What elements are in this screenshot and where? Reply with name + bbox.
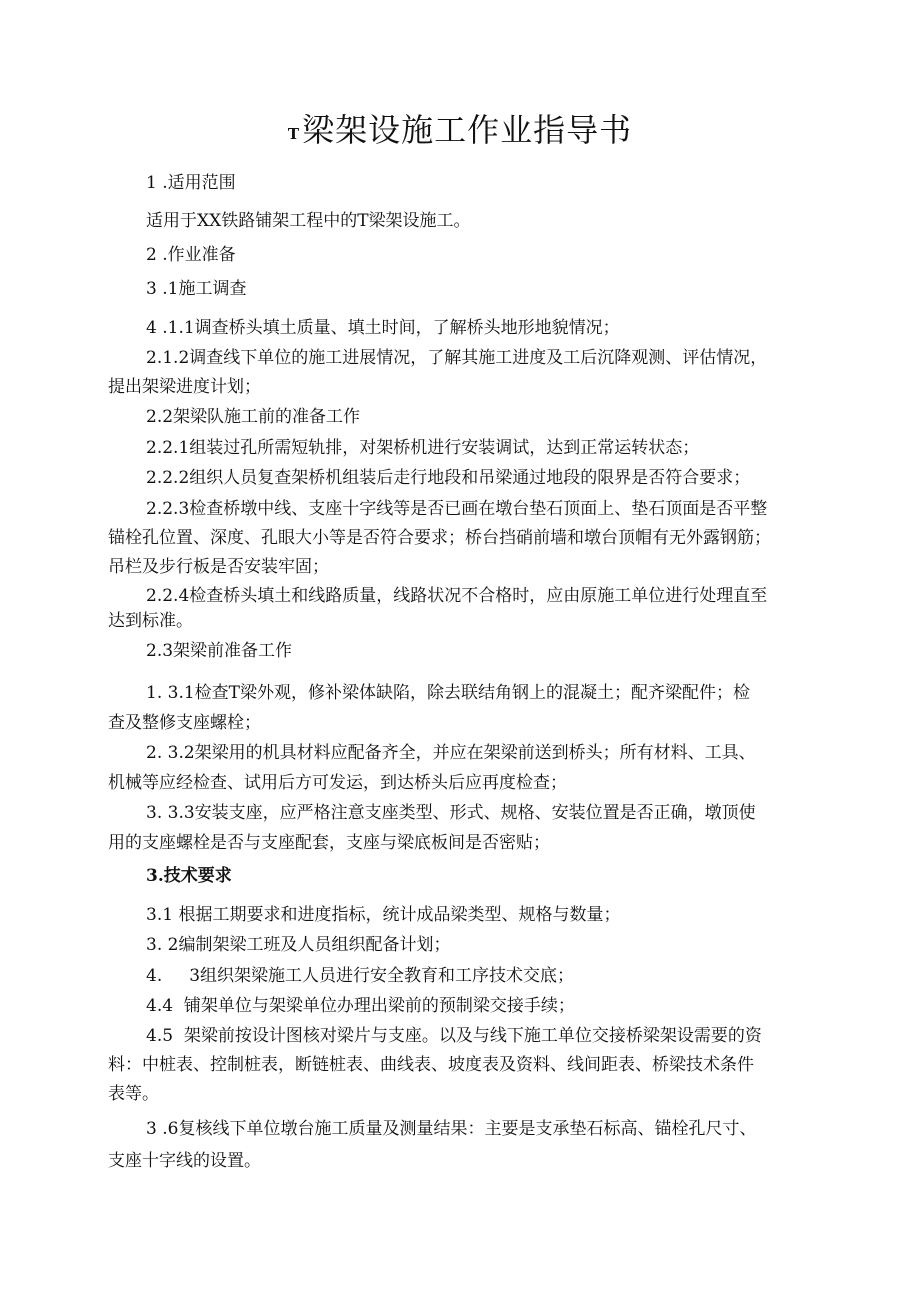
paragraph-2-1-1: 4 .1.1调查桥头填土质量、填土时间，了解桥头地形地貌情况； (146, 318, 620, 338)
document-title (0, 108, 920, 156)
paragraph-2-3-2-line-2: 机械等应经检查、试用后方可发运，到达桥头后应再度检查； (108, 773, 567, 793)
section-heading-scope: 1 .适用范围 (146, 173, 236, 193)
section-heading-technical: 3.技术要求 (146, 866, 232, 886)
paragraph-2-1-2-line-1: 2.1.2调查线下单位的施工进展情况，了解其施工进度及工后沉降观测、评估情况， (146, 348, 768, 368)
paragraph-2-2-3-line-3: 吊栏及步行板是否安装牢固； (108, 557, 329, 577)
paragraph-2-2-3-line-1: 2.2.3检查桥墩中线、支座十字线等是否已画在墩台垫石顶面上、垫石顶面是否平整 (146, 499, 768, 519)
paragraph-2-2-4-line-2: 达到标准。 (108, 611, 193, 631)
paragraph-2-3-1-line-1: 1. 3.1检查T梁外观，修补梁体缺陷，除去联结角钢上的混凝土；配齐梁配件；检 (146, 683, 750, 703)
subsection-heading-2-3: 2.3架梁前准备工作 (146, 641, 293, 661)
paragraph-2-3-3-line-1: 3. 3.3安装支座，应严格注意支座类型、形式、规格、安装位置是否正确，墩顶使 (146, 803, 756, 823)
paragraph-3-5-line-2: 料：中桩表、控制桩表，断链桩表、曲线表、坡度表及资料、线间距表、桥梁技术条件 (108, 1055, 754, 1075)
paragraph-2-1-2-line-2: 提出架梁进度计划； (108, 377, 261, 397)
paragraph-3-5-line-3: 表等。 (108, 1084, 159, 1104)
paragraph-2-2-2: 2.2.2组织人员复查架桥机组装后走行地段和吊梁通过地段的限界是否符合要求； (146, 468, 751, 488)
section-heading-preparation: 2 .作业准备 (146, 245, 236, 265)
paragraph-2-2-1: 2.2.1组装过孔所需短轨排，对架桥机进行安装调试，达到正常运转状态； (146, 438, 700, 458)
paragraph-3-6-line-2: 支座十字线的设置。 (108, 1151, 261, 1171)
paragraph-2-2-3-line-2: 锚栓孔位置、深度、孔眼大小等是否符合要求；桥台挡硝前墙和墩台顶帽有无外露钢筋； (108, 528, 771, 548)
subsection-heading-survey: 3 .1施工调查 (146, 279, 247, 299)
paragraph-3-5-line-1: 4.5 架梁前按设计图核对梁片与支座。以及与线下施工单位交接桥梁架设需要的资 (146, 1026, 762, 1046)
paragraph-3-1: 3.1 根据工期要求和进度指标，统计成品梁类型、规格与数量； (146, 905, 621, 925)
paragraph-3-3: 4. 3组织架梁施工人员进行安全教育和工序技术交底； (146, 966, 575, 986)
paragraph-2-2-4-line-1: 2.2.4检查桥头填土和线路质量，线路状况不合格时，应由原施工单位进行处理直至 (146, 586, 768, 606)
paragraph-3-4: 4.4 铺架单位与架梁单位办理出梁前的预制梁交接手续； (146, 996, 575, 1016)
paragraph-2-3-1-line-2: 查及整修支座螺栓； (108, 713, 261, 733)
paragraph-2-3-2-line-1: 2. 3.2架梁用的机具材料应配备齐全，并应在架梁前送到桥头；所有材料、工具、 (146, 743, 756, 763)
title-prefix: T (287, 125, 301, 143)
paragraph-3-6-line-1: 3 .6复核线下单位墩台施工质量及测量结果：主要是支承垫石标高、锚栓孔尺寸、 (146, 1119, 757, 1139)
paragraph-scope: 适用于XX铁路铺架工程中的T梁架设施工。 (146, 211, 471, 231)
subsection-heading-2-2: 2.2架梁队施工前的准备工作 (146, 407, 361, 427)
paragraph-2-3-3-line-2: 用的支座螺栓是否与支座配套，支座与梁底板间是否密贴； (108, 833, 550, 853)
title-main: 梁架设施工作业指导书 (302, 111, 633, 149)
paragraph-3-2: 3. 2编制架梁工班及人员组织配备计划； (146, 935, 451, 955)
